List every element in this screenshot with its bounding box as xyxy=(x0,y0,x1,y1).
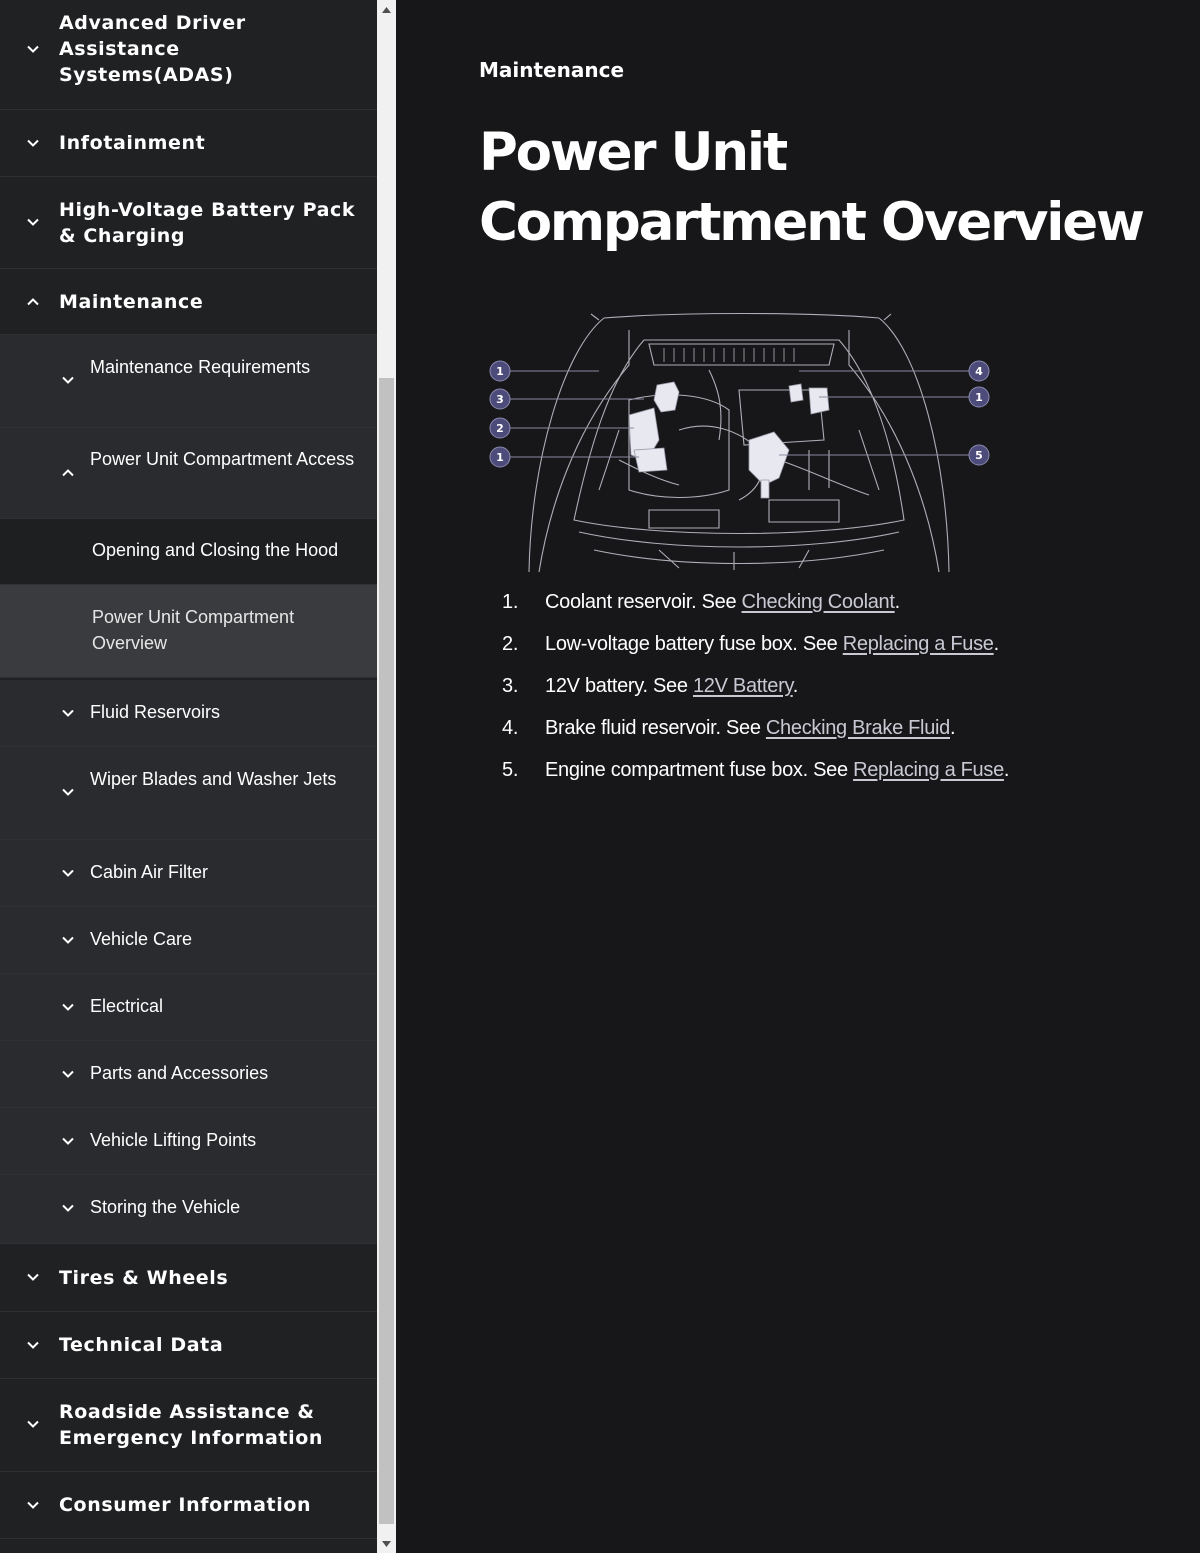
list-text: Brake fluid reservoir. See xyxy=(545,717,766,739)
chevron-down-icon xyxy=(61,785,75,799)
list-punct: . xyxy=(993,633,999,655)
list-text: 12V battery. See xyxy=(545,675,693,697)
chevron-up-icon xyxy=(26,295,40,309)
list-item xyxy=(502,588,1142,630)
sidebar-item-label: Power Unit Compartment Overview xyxy=(92,607,295,653)
sidebar-item-label: Electrical xyxy=(90,996,164,1016)
sidebar-item-label: Opening and Closing the Hood xyxy=(92,540,339,560)
callout-label: 4 xyxy=(975,365,983,378)
sidebar-item-label: Vehicle Care xyxy=(90,929,193,949)
sidebar-item-fluid-reservoirs[interactable] xyxy=(0,680,377,747)
breadcrumb[interactable]: Maintenance xyxy=(479,58,625,82)
sidebar-item-adas[interactable] xyxy=(0,0,377,110)
list-number: 3. xyxy=(502,675,519,697)
power-unit-compartment-diagram xyxy=(479,310,999,580)
sidebar-item-label: Technical Data xyxy=(59,1334,224,1356)
list-text: Low-voltage battery fuse box. See xyxy=(545,633,843,655)
sidebar-item-tires-wheels[interactable] xyxy=(0,1244,377,1312)
link-replacing-a-fuse[interactable]: Replacing a Fuse xyxy=(853,759,1004,781)
chevron-down-icon xyxy=(26,1498,40,1512)
sidebar-item-label: Parts and Accessories xyxy=(90,1063,269,1083)
sidebar-item-consumer-information[interactable] xyxy=(0,1472,377,1539)
list-text: Coolant reservoir. See xyxy=(545,591,742,613)
sidebar-item-label: Tires & Wheels xyxy=(59,1267,229,1289)
sidebar-item-maintenance[interactable] xyxy=(0,269,377,335)
callout-label: 1 xyxy=(496,451,504,464)
callout-label: 2 xyxy=(496,422,504,435)
sidebar-item-storing-vehicle[interactable] xyxy=(0,1175,377,1244)
sidebar-item-roadside-assistance[interactable] xyxy=(0,1379,377,1472)
sidebar-item-label: Fluid Reservoirs xyxy=(90,702,221,722)
list-item xyxy=(502,756,1142,798)
list-item xyxy=(502,630,1142,672)
chevron-down-icon xyxy=(61,866,75,880)
list-item xyxy=(502,714,1142,756)
scroll-up-arrow-icon[interactable] xyxy=(377,0,396,19)
scroll-down-arrow-icon[interactable] xyxy=(377,1534,396,1553)
sidebar-item-label: High-Voltage Battery Pack & Charging xyxy=(59,199,356,247)
sidebar-item-label: Storing the Vehicle xyxy=(90,1197,241,1217)
sidebar-item-opening-closing-hood[interactable] xyxy=(0,519,377,585)
sidebar-nav xyxy=(0,0,377,1553)
sidebar-item-label: Power Unit Compartment Access xyxy=(90,449,355,469)
chevron-down-icon xyxy=(26,136,40,150)
sidebar-item-label: Advanced Driver Assistance Systems(ADAS) xyxy=(59,12,246,86)
sidebar-item-power-unit-access[interactable] xyxy=(0,428,377,519)
sidebar-item-wiper-blades[interactable] xyxy=(0,747,377,840)
chevron-down-icon xyxy=(61,1000,75,1014)
main-content xyxy=(396,0,1200,1553)
component-list xyxy=(502,588,1142,798)
list-text: Engine compartment fuse box. See xyxy=(545,759,854,781)
chevron-down-icon xyxy=(26,215,40,229)
chevron-down-icon xyxy=(26,42,40,56)
chevron-down-icon xyxy=(61,1067,75,1081)
callout-label: 3 xyxy=(496,393,504,406)
sidebar-item-cabin-air-filter[interactable] xyxy=(0,840,377,907)
chevron-down-icon xyxy=(61,933,75,947)
link-12v-battery[interactable]: 12V Battery xyxy=(692,675,793,697)
chevron-down-icon xyxy=(26,1417,40,1431)
sidebar-item-parts-accessories[interactable] xyxy=(0,1041,377,1108)
list-punct: . xyxy=(792,675,798,697)
sidebar-item-electrical[interactable] xyxy=(0,974,377,1041)
link-checking-coolant[interactable]: Checking Coolant xyxy=(741,591,895,613)
callout-label: 1 xyxy=(975,391,983,404)
chevron-up-icon xyxy=(61,466,75,480)
sidebar-item-lifting-points[interactable] xyxy=(0,1108,377,1175)
link-replacing-a-fuse[interactable]: Replacing a Fuse xyxy=(842,633,994,655)
list-number: 4. xyxy=(502,717,519,739)
sidebar-item-technical-data[interactable] xyxy=(0,1312,377,1379)
sidebar-item-power-unit-overview[interactable] xyxy=(0,585,377,678)
sidebar-item-maintenance-requirements[interactable] xyxy=(0,335,377,428)
callout-label: 1 xyxy=(496,365,504,378)
chevron-down-icon xyxy=(61,1201,75,1215)
page-title: Power Unit Compartment Overview xyxy=(479,122,1143,253)
sidebar-item-label: Vehicle Lifting Points xyxy=(90,1130,257,1150)
chevron-down-icon xyxy=(61,706,75,720)
sidebar-item-label: Infotainment xyxy=(59,132,206,154)
scrollbar-thumb[interactable] xyxy=(379,378,394,1524)
sidebar-item-label: Maintenance Requirements xyxy=(90,357,311,377)
chevron-down-icon xyxy=(26,1270,40,1284)
sidebar-item-label: Cabin Air Filter xyxy=(90,862,209,882)
chevron-down-icon xyxy=(61,373,75,387)
list-number: 2. xyxy=(502,633,519,655)
callout-label: 5 xyxy=(975,449,983,462)
list-punct: . xyxy=(950,717,956,739)
list-item xyxy=(502,672,1142,714)
link-checking-brake-fluid[interactable]: Checking Brake Fluid xyxy=(765,717,950,739)
list-number: 1. xyxy=(502,591,519,613)
chevron-down-icon xyxy=(61,1134,75,1148)
sidebar-item-label: Wiper Blades and Washer Jets xyxy=(90,769,337,789)
sidebar-item-vehicle-care[interactable] xyxy=(0,907,377,974)
sidebar-item-hv-battery[interactable] xyxy=(0,177,377,269)
sidebar-item-label: Consumer Information xyxy=(59,1494,312,1516)
sidebar-item-label: Maintenance xyxy=(59,291,204,313)
sidebar-item-infotainment[interactable] xyxy=(0,110,377,177)
chevron-down-icon xyxy=(26,1338,40,1352)
list-punct: . xyxy=(894,591,900,613)
sidebar-scrollbar[interactable] xyxy=(377,0,396,1553)
list-punct: . xyxy=(1003,759,1010,781)
sidebar-item-label: Roadside Assistance & Emergency Information xyxy=(59,1401,323,1449)
list-number: 5. xyxy=(502,759,519,781)
